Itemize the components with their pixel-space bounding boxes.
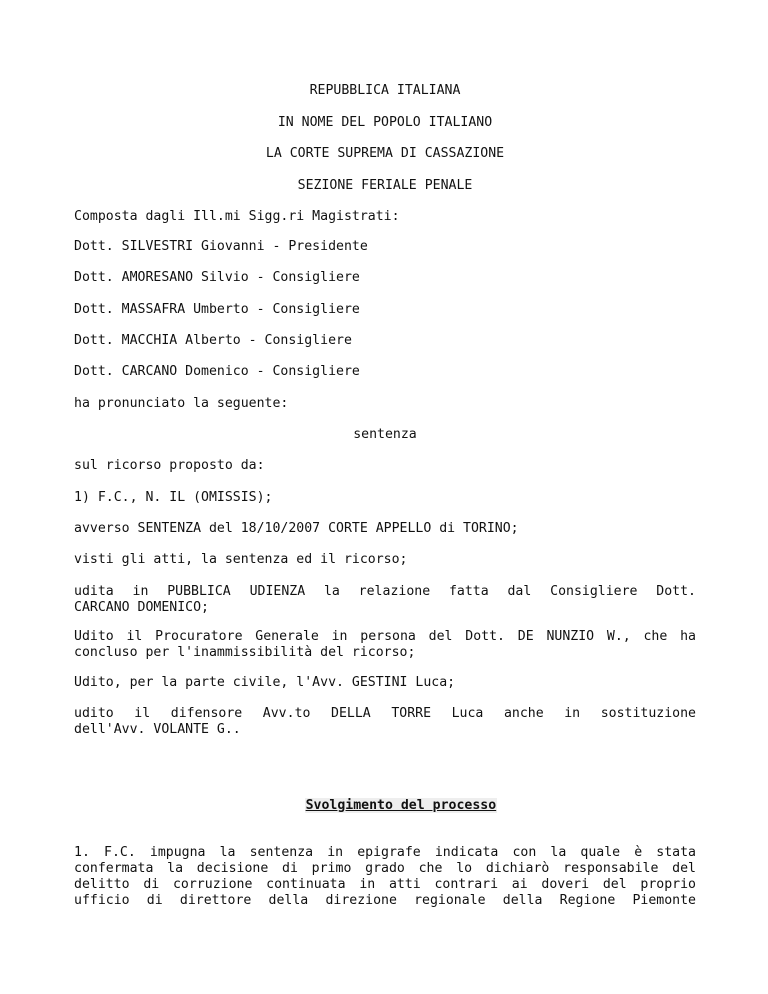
body-line: confermata la decisione di primo grado che lo dichiarò responsabile del xyxy=(74,861,696,876)
judge-line: Dott. MASSAFRA Umberto - Consigliere xyxy=(74,302,360,317)
header-court: LA CORTE SUPREMA DI CASSAZIONE xyxy=(265,146,505,161)
report-line: udita in PUBBLICA UDIENZA la relazione fatta dal Consigliere Dott. xyxy=(74,584,696,599)
judge-line: Dott. SILVESTRI Giovanni - Presidente xyxy=(74,239,368,254)
appeal-intro: sul ricorso proposto da: xyxy=(74,458,265,473)
appellant-line: 1) F.C., N. IL (OMISSIS); xyxy=(74,490,273,505)
judge-line: Dott. CARCANO Domenico - Consigliere xyxy=(74,364,360,379)
pg-paragraph xyxy=(74,629,696,661)
against-line: avverso SENTENZA del 18/10/2007 CORTE APPELLO di TORINO; xyxy=(74,521,519,536)
header-people: IN NOME DEL POPOLO ITALIANO xyxy=(277,115,493,130)
sentence-type: sentenza xyxy=(353,427,417,442)
composition-intro: Composta dagli Ill.mi Sigg.ri Magistrati: xyxy=(74,209,400,224)
defender-line: dell'Avv. VOLANTE G.. xyxy=(74,722,241,737)
body-line: delitto di corruzione continuata in atti contrari ai doveri del proprio xyxy=(74,877,696,892)
report-paragraph xyxy=(74,584,696,616)
seen-line: visti gli atti, la sentenza ed il ricorso; xyxy=(74,552,408,567)
judge-line: Dott. MACCHIA Alberto - Consigliere xyxy=(74,333,352,348)
defender-paragraph xyxy=(74,706,696,738)
section-heading xyxy=(74,782,696,830)
body-line: ufficio di direttore della direzione regionale della Regione Piemonte xyxy=(74,893,696,908)
body-line: 1. F.C. impugna la sentenza in epigrafe indicata con la quale è stata xyxy=(74,845,696,860)
defender-line: udito il difensore Avv.to DELLA TORRE Luca anche in sostituzione xyxy=(74,706,696,721)
pg-line: concluso per l'inammissibilità del ricorso; xyxy=(74,645,416,660)
judge-line: Dott. AMORESANO Silvio - Consigliere xyxy=(74,270,360,285)
body-paragraph xyxy=(74,845,696,909)
pronounced-line: ha pronunciato la seguente: xyxy=(74,396,289,411)
report-line: CARCANO DOMENICO; xyxy=(74,600,209,615)
civil-party-line: Udito, per la parte civile, l'Avv. GESTINI Luca; xyxy=(74,675,456,690)
pg-line: Udito il Procuratore Generale in persona del Dott. DE NUNZIO W., che ha xyxy=(74,629,696,644)
header-section: SEZIONE FERIALE PENALE xyxy=(297,178,473,193)
section-title: Svolgimento del processo xyxy=(305,798,497,813)
header-republic: REPUBBLICA ITALIANA xyxy=(309,83,461,98)
